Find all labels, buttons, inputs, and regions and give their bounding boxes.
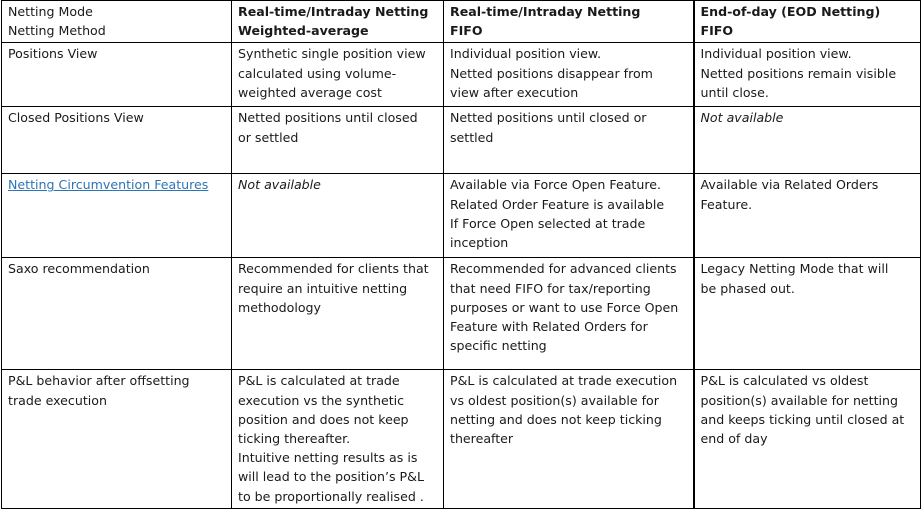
header-method: FIFO <box>450 23 483 39</box>
header-method: FIFO <box>700 23 734 39</box>
cell-line: until close. <box>700 84 769 100</box>
cell-line: P&L is calculated vs oldest <box>700 373 869 389</box>
table-row-pnl-behavior <box>2 370 921 508</box>
netting-comparison-table <box>1 0 921 509</box>
header-cell-mode-method <box>2 1 232 43</box>
cell-line: require an intuitive netting <box>238 280 408 296</box>
row-label: Closed Positions View <box>8 110 144 126</box>
cell-realtime-fifo <box>444 370 694 508</box>
header-label-netting-mode: Netting Mode <box>8 4 93 19</box>
header-label-netting-method: Netting Method <box>8 23 106 39</box>
header-method: Weighted-average <box>238 23 369 39</box>
cell-line: specific netting <box>450 338 547 354</box>
cell-realtime-fifo <box>444 43 694 107</box>
cell-line: Netted positions until closed or <box>450 110 647 126</box>
cell-realtime-fifo <box>444 258 694 370</box>
row-label-cell <box>2 174 232 258</box>
cell-eod-fifo <box>694 370 921 508</box>
cell-line: Legacy Netting Mode that will <box>700 261 889 277</box>
row-label: Positions View <box>8 46 98 62</box>
cell-line: or settled <box>238 129 299 145</box>
cell-line: Netted positions remain visible <box>700 65 897 81</box>
cell-line: Not available <box>238 177 321 193</box>
cell-line: Netted positions until closed <box>238 110 418 126</box>
cell-line: vs oldest position(s) available for <box>450 392 659 408</box>
cell-line: settled <box>450 129 494 145</box>
header-cell-weighted-average <box>232 1 444 43</box>
header-mode: Real-time/Intraday Netting <box>238 4 429 19</box>
cell-line: netting and does not keep ticking <box>450 411 662 427</box>
cell-line: Individual position view. <box>700 46 852 62</box>
header-row <box>2 1 921 43</box>
cell-line: that need FIFO for tax/reporting <box>450 280 651 296</box>
cell-weighted-average <box>232 258 444 370</box>
cell-line: Recommended for clients that <box>238 261 429 277</box>
cell-realtime-fifo <box>444 107 694 174</box>
cell-line: purposes or want to use Force Open <box>450 299 679 315</box>
row-label: trade execution <box>8 392 107 408</box>
row-label-cell <box>2 43 232 107</box>
cell-eod-fifo <box>694 107 921 174</box>
cell-eod-fifo <box>694 43 921 107</box>
header-mode: End-of-day (EOD Netting) <box>700 4 881 19</box>
cell-line: Netted positions disappear from <box>450 65 653 81</box>
table-row-positions-view <box>2 43 921 107</box>
cell-line: calculated using volume- <box>238 65 397 81</box>
table-row-netting-circumvention <box>2 174 921 258</box>
cell-weighted-average <box>232 370 444 508</box>
header-mode: Real-time/Intraday Netting <box>450 4 641 19</box>
cell-line: execution vs the synthetic <box>238 392 405 408</box>
row-label: P&L behavior after offsetting <box>8 373 190 389</box>
cell-eod-fifo <box>694 174 921 258</box>
cell-line: thereafter <box>450 431 514 447</box>
cell-weighted-average <box>232 43 444 107</box>
cell-line: be phased out. <box>700 280 795 296</box>
table-row-saxo-recommendation <box>2 258 921 370</box>
cell-line: view after execution <box>450 84 579 100</box>
cell-eod-fifo <box>694 258 921 370</box>
table-row-closed-positions-view <box>2 107 921 174</box>
cell-line: ticking thereafter. <box>238 431 351 447</box>
cell-line: Related Order Feature is available <box>450 196 665 212</box>
cell-line: Individual position view. <box>450 46 602 62</box>
row-label-cell <box>2 258 232 370</box>
cell-line: If Force Open selected at trade <box>450 215 646 231</box>
cell-line: position(s) available for netting <box>700 392 899 408</box>
cell-line: position and does not keep <box>238 411 409 427</box>
row-label-cell <box>2 107 232 174</box>
row-label: Saxo recommendation <box>8 261 150 277</box>
cell-weighted-average <box>232 174 444 258</box>
cell-line: to be proportionally realised . <box>238 488 424 504</box>
cell-line: methodology <box>238 299 321 315</box>
cell-line: end of day <box>700 431 768 447</box>
cell-line: weighted average cost <box>238 84 382 100</box>
cell-line: P&L is calculated at trade <box>238 373 400 389</box>
netting-circumvention-link[interactable]: Netting Circumvention Features <box>8 177 209 193</box>
cell-line: inception <box>450 235 509 251</box>
cell-line: Recommended for advanced clients <box>450 261 677 277</box>
cell-line: Synthetic single position view <box>238 46 426 62</box>
cell-weighted-average <box>232 107 444 174</box>
cell-line: and keeps ticking until closed at <box>700 411 905 427</box>
cell-line: Feature with Related Orders for <box>450 319 648 335</box>
row-label-cell <box>2 370 232 508</box>
header-cell-eod-fifo <box>694 1 921 43</box>
cell-line: Not available <box>700 110 784 126</box>
cell-line: P&L is calculated at trade execution <box>450 373 678 389</box>
cell-line: will lead to the position’s P&L <box>238 469 424 485</box>
cell-line: Intuitive netting results as is <box>238 450 418 466</box>
cell-line: Available via Force Open Feature. <box>450 177 661 193</box>
cell-realtime-fifo <box>444 174 694 258</box>
header-cell-realtime-fifo <box>444 1 694 43</box>
cell-line: Feature. <box>700 196 753 212</box>
cell-line: Available via Related Orders <box>700 177 879 193</box>
